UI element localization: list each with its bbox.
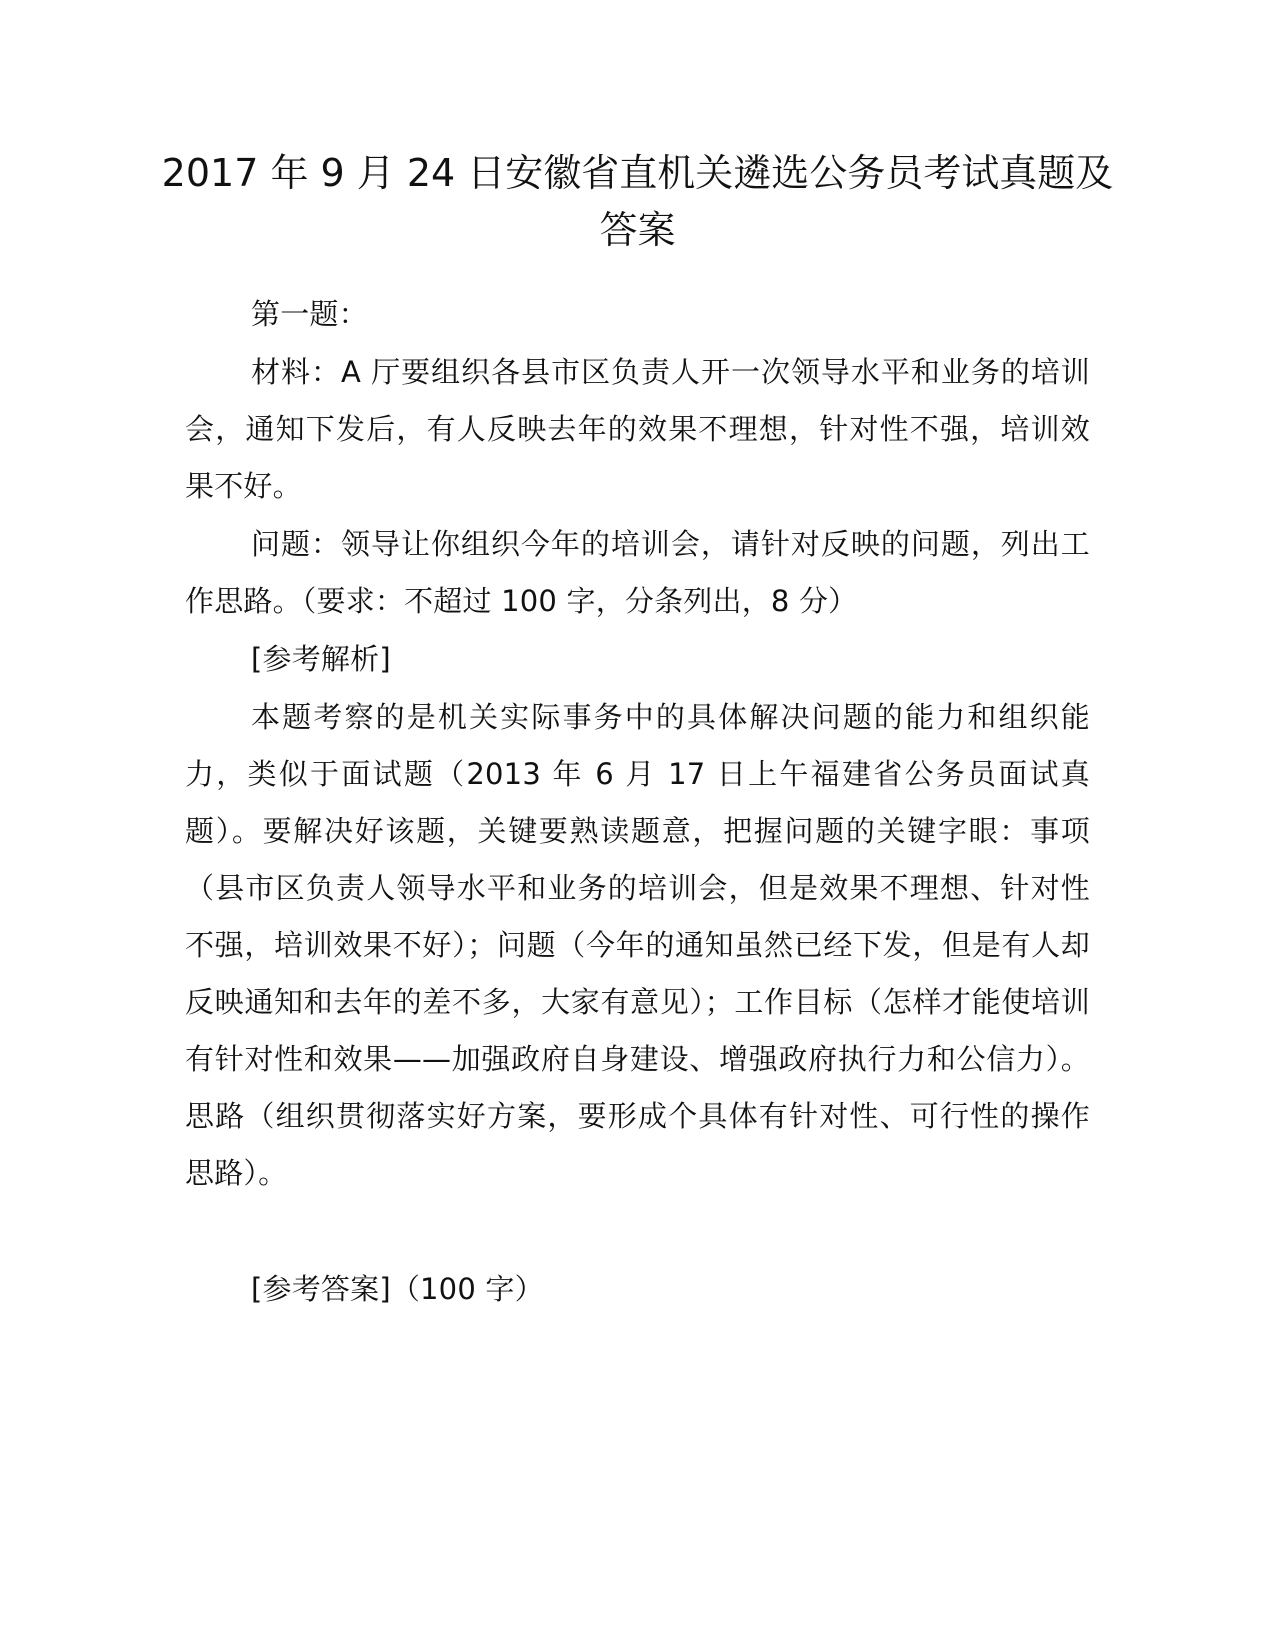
- analysis-paragraph: 本题考察的是机关实际事务中的具体解决问题的能力和组织能力，类似于面试题（2013 年 6 月 17 日上午福建省公务员面试真题）。要解决好该题，关键要熟读题意，把握问题的关键字眼：事项（县市区负责人领导水平和业务的培训会，但是效果不理想、针对性不强，培训效果不好）；问题（今年的通知虽然已经下发，但是有人却反映通知和去年的差不多，大家有意见）；工作目标（怎样才能使培训有针对性和效果——加强政府自身建设、增强政府执行力和公信力）。思路（组织贯彻落实好方案，要形成个具体有针对性、可行性的操作思路）。: [185, 700, 1090, 1190]
- question-number: 第一题：: [251, 297, 368, 331]
- answer-heading: [参考答案]（100 字）: [251, 1272, 544, 1306]
- material-paragraph: 材料：A 厅要组织各县市区负责人开一次领导水平和业务的培训会，通知下发后，有人反映去年的效果不理想，针对性不强，培训效果不好。: [185, 355, 1090, 503]
- analysis-heading: [参考解析]: [251, 642, 391, 676]
- question-paragraph: 问题：领导让你组织今年的培训会，请针对反映的问题，列出工作思路。（要求：不超过 100 字，分条列出，8 分）: [185, 527, 1090, 618]
- document-title: 2017 年 9 月 24 日安徽省直机关遴选公务员考试真题及答案: [161, 151, 1114, 252]
